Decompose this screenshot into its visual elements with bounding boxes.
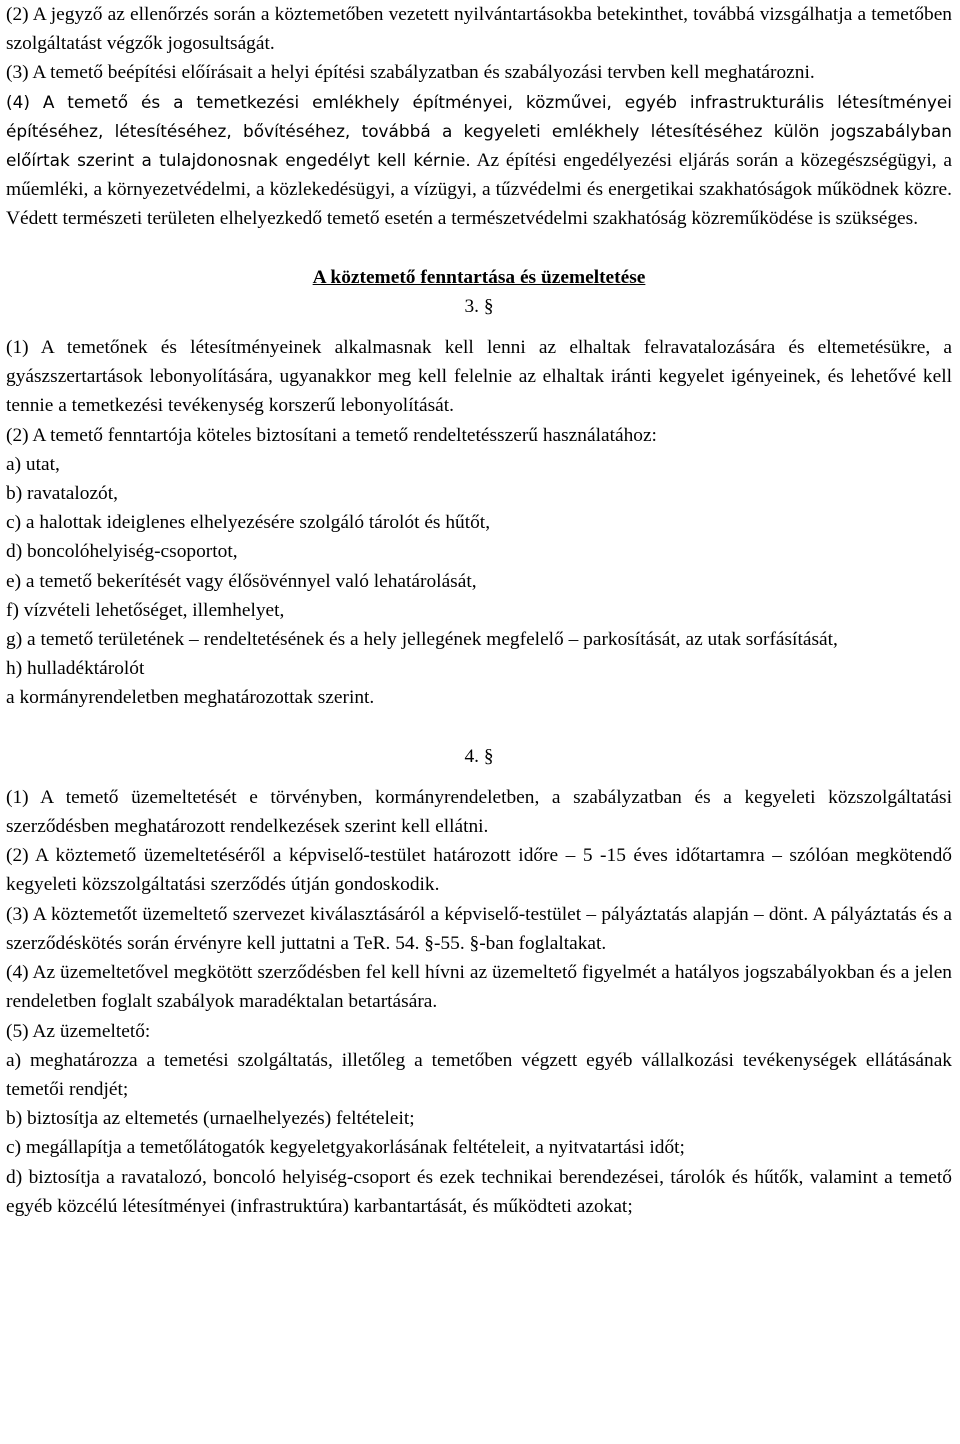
- list-item: c) megállapítja a temetőlátogatók kegyeletgyakorlásának feltételeit, a nyitvatartási időt;: [6, 1137, 685, 1159]
- spacer: [6, 713, 952, 742]
- list-item: e) a temető bekerítését vagy élősövénnyel való lehatárolását,: [6, 570, 477, 592]
- paragraph-4-5: (5) Az üzemeltető:: [6, 1020, 151, 1042]
- section-4-number: 4. §: [464, 745, 494, 767]
- list-item: a) utat,: [6, 453, 60, 475]
- spacer: [6, 321, 952, 333]
- list-item: d) biztosítja a ravatalozó, boncoló helyiség-csoport és ezek technikai berendezései, tárolók és hűtők, valamint a temető egyéb közcélú létesítményei (infrastruktúra) karbantartását, és működteti azokat;: [6, 1166, 952, 1217]
- list-closing: a kormányrendeletben meghatározottak szerint.: [6, 687, 375, 709]
- heading-title: A köztemető fenntartása és üzemeltetése: [312, 266, 646, 288]
- list-item: b) biztosítja az eltemetés (urnaelhelyezés) feltételeit;: [6, 1108, 415, 1130]
- list-item: g) a temető területének – rendeltetésének és a hely jellegének megfelelő – parkosítását, az utak sorfásítását,: [6, 629, 838, 651]
- paragraph-4-1: (1) A temető üzemeltetését e törvényben, kormányrendeletben, a szabályzatban és a kegyeleti közszolgáltatási szerződésben meghatározott rendelkezések szerint kell ellátni.: [6, 786, 952, 838]
- paragraph-4-3: (3) A köztemetőt üzemeltető szervezet kiválasztásáról a képviselő-testület – pályáztatás alapján – dönt. A pályáztatás és a szerződéskötés során érvényre kell juttatni a TeR. 54. §-55. §-ban foglaltakat.: [6, 903, 952, 954]
- paragraph-2-3: (3) A temető beépítési előírásait a helyi építési szabályzatban és szabályozási tervben kell meghatározni.: [6, 62, 815, 84]
- list-item: h) hulladéktárolót: [6, 658, 145, 680]
- paragraph-2-4-cont: Az építési engedélyezési eljárás során a közegészségügyi, a műemléki, a környezetvédelmi, a közlekedésügyi, a vízügyi, a tűzvédelmi és energetikai szakhatóságok működnek közre. Védett természeti területen elhelyezkedő temető esetén a természetvédelmi szakhatóság közreműködése is szükséges.: [6, 150, 952, 230]
- paragraph-4-2: (2) A köztemető üzemeltetéséről a képviselő-testület határozott időre – 5 -15 éves időtartamra – szólóan megkötendő kegyeleti közszolgáltatási szerződés útján gondoskodik.: [6, 845, 952, 896]
- spacer: [6, 234, 952, 263]
- list-item: b) ravatalozót,: [6, 483, 118, 505]
- paragraph-4-4: (4) Az üzemeltetővel megkötött szerződésben fel kell hívni az üzemeltető figyelmét a hatályos jogszabályokban és a jelen rendeletben foglalt szabályok maradéktalan betartására.: [6, 962, 952, 1013]
- list-item: f) vízvételi lehetőséget, illemhelyet,: [6, 599, 285, 621]
- list-item: a) meghatározza a temetési szolgáltatás, illetőleg a temetőben végzett egyéb vállalkozási tevékenységek ellátásának temetői rendjét;: [6, 1049, 952, 1100]
- list-item: d) boncolóhelyiség-csoportot,: [6, 541, 238, 563]
- paragraph-2-4-sans: (4) A temető és a temetkezési emlékhely építményei, közművei, egyéb infrastrukturális létesítményei építéséhez, létesítéséhez, bővítéséhez, továbbá a kegyeleti emlékhely létesítéséhez külön jogszabályban előírtak szerint a tulajdonosnak engedélyt kell kérnie.: [6, 91, 952, 171]
- section-3-number: 3. §: [464, 295, 494, 317]
- list-item: c) a halottak ideiglenes elhelyezésére szolgáló tárolót és hűtőt,: [6, 512, 491, 534]
- paragraph-3-1: (1) A temetőnek és létesítményeinek alkalmasnak kell lenni az elhaltak felravatalozására és eltemetésükre, a gyászszertartások lebonyolítására, ugyanakkor meg kell felelnie az elhaltak iránti kegyelet igényeinek, és lehetővé kell tennie a temetkezési tevékenység korszerű lebonyolítását.: [6, 337, 952, 417]
- paragraph-2-2: (2) A jegyző az ellenőrzés során a köztemetőben vezetett nyilvántartásokba betekinthet, továbbá vizsgálhatja a temetőben szolgáltatást végzők jogosultságát.: [6, 4, 952, 55]
- spacer: [6, 771, 952, 783]
- paragraph-3-2: (2) A temető fenntartója köteles biztosítani a temető rendeltetésszerű használatához:: [6, 424, 657, 446]
- paragraph-2-4: [6, 88, 952, 234]
